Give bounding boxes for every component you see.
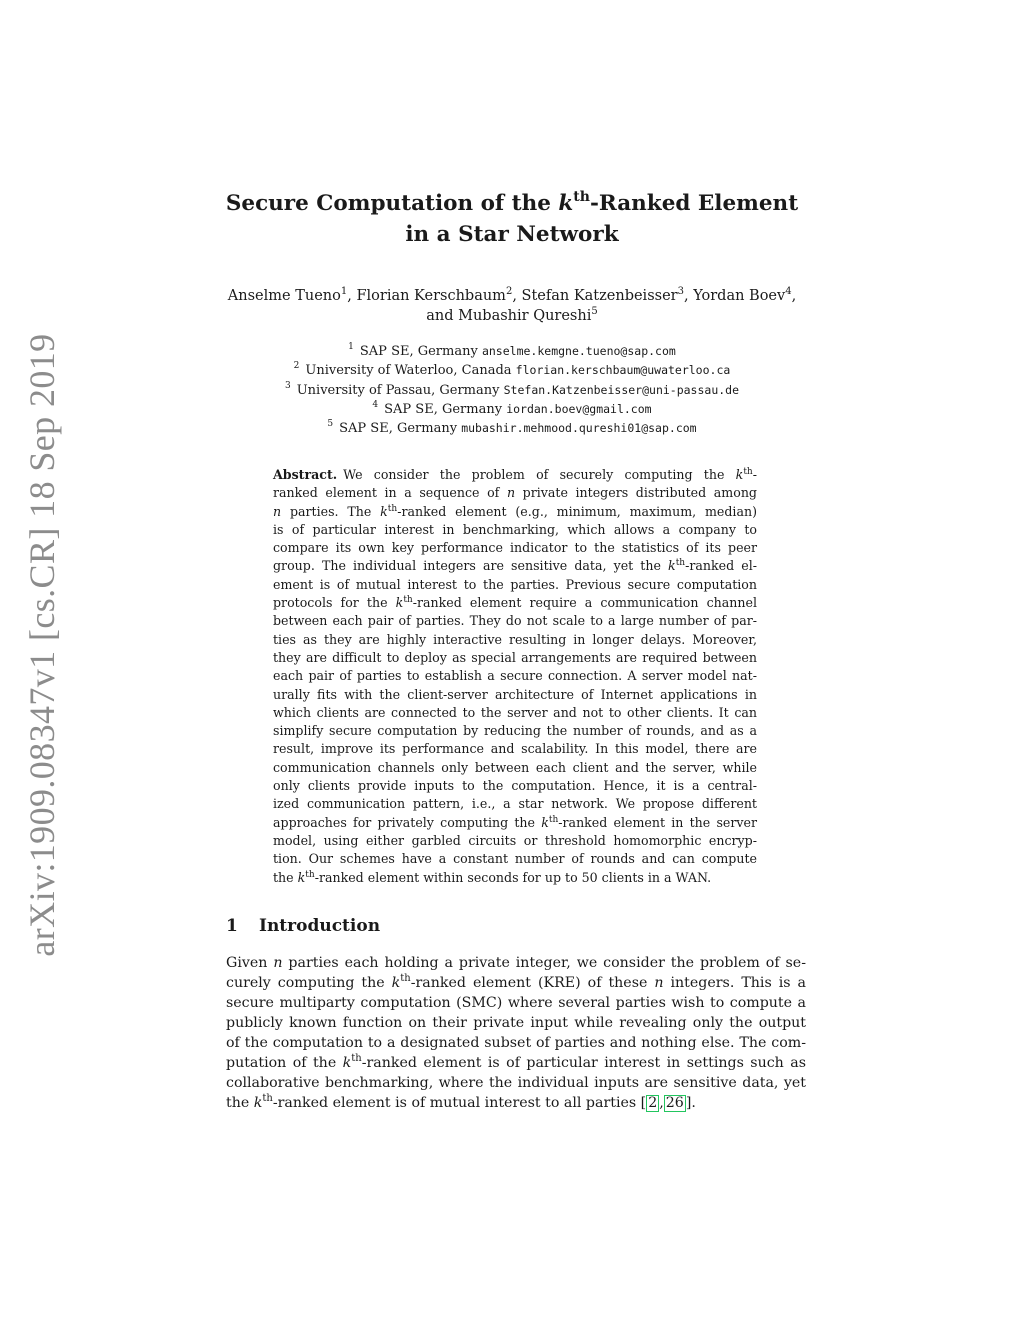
abstract-line: the $k^{th}$-ranked element within seconds for up to 50 clients in a WAN. (273, 869, 712, 885)
body-line: secure multiparty computation (SMC) where several parties wish to compute a (226, 995, 806, 1011)
body-line: of the computation to a designated subset of parties and nothing else. The com- (226, 1035, 806, 1051)
abstract-label: Abstract. (273, 467, 338, 482)
author: and Mubashir Qureshi (426, 308, 592, 324)
abstract-line: model, using either garbled circuits or threshold homomorphic encryp- (273, 832, 757, 848)
email-link[interactable]: mubashir.mehmood.qureshi01@sap.com (461, 421, 697, 436)
abstract (273, 466, 757, 887)
body-line: collaborative benchmarking, where the individual inputs are sensitive data, yet (226, 1075, 806, 1091)
email-link[interactable]: iordan.boev@gmail.com (506, 401, 652, 416)
abstract-line: group. The individual integers are sensitive data, yet the $k^{th}$-ranked el- (273, 558, 757, 574)
abstract-line: ranked element in a sequence of n private integers distributed among (273, 485, 757, 501)
arxiv-identifier: arXiv:1909.08347v1 [cs.CR] 18 Sep 2019 (22, 333, 62, 957)
author: Florian Kerschbaum (356, 288, 506, 304)
abstract-line: ized communication pattern, i.e., a star network. We propose different (273, 796, 757, 812)
email-link[interactable]: anselme.kemgne.tueno@sap.com (481, 344, 676, 358)
abstract-line: is of particular interest in benchmarking, which allows a company to (273, 521, 757, 537)
affiliation: $^4$ SAP SE, Germany iordan.boev@gmail.com (372, 399, 652, 417)
abstract-line: protocols for the $k^{th}$-ranked element require a communication channel (273, 595, 757, 611)
affiliation: $^3$ University of Passau, Germany Stefan.Katzenbeisser@uni-passau.de (284, 380, 740, 398)
title-line-2: in a Star Network (405, 222, 619, 247)
abstract-line: they are difficult to deploy as special arrangements are required between (273, 649, 757, 665)
author-list (0, 286, 1024, 326)
author-line-2: and Mubashir Qureshi$^5$ (426, 306, 598, 324)
affiliation: $^5$ SAP SE, Germany mubashir.mehmood.qureshi01@sap.com (327, 419, 697, 437)
citation-link-2[interactable]: 2 (648, 1095, 658, 1111)
abstract-line: result, improve its performance and scalability. In this model, there are (273, 741, 757, 757)
abstract-line: tion. Our schemes have a constant number of rounds and can compute (273, 851, 757, 867)
abstract-line: communication channels only between each client and the server, while (273, 759, 757, 775)
abstract-line: ement is of mutual interest to the parties. Previous secure computation (273, 576, 757, 592)
abstract-line: ties as they are highly interactive resulting in longer delays. Moreover, (273, 631, 757, 647)
body-line: the $k^{th}$-ranked element is of mutual interest to all parties [ 2 , 26 ]. (226, 1093, 696, 1111)
title-line-1: Secure Computation of the $k^{th}$-Ranked Element (225, 189, 799, 216)
abstract-line: Abstract. We consider the problem of securely computing the $k^{th}-$ (273, 467, 757, 482)
abstract-line: urally fits with the client-server architecture of Internet applications in (273, 686, 757, 702)
citation-link-26[interactable]: 26 (665, 1095, 684, 1111)
abstract-line: which clients are connected to the server and not to other clients. It can (273, 704, 757, 720)
affiliation: $^1$ SAP SE, Germany anselme.kemgne.tueno@sap.com (348, 342, 676, 359)
author: Stefan Katzenbeisser (521, 288, 678, 304)
paper-title (0, 188, 1024, 250)
affiliation: $^2$ University of Waterloo, Canada florian.kerschbaum@uwaterloo.ca (293, 361, 731, 379)
abstract-line: n parties. The $k^{th}$-ranked element (e.g., minimum, maximum, median) (273, 503, 757, 519)
abstract-line: simplify secure computation by reducing the number of rounds, and as a (273, 723, 757, 739)
affiliation-list (0, 342, 1024, 438)
body-line: putation of the $k^{th}$-ranked element is of particular interest in settings such as (226, 1053, 806, 1071)
abstract-line: only clients provide inputs to the computation. Hence, it is a central- (273, 778, 757, 794)
section-heading (226, 916, 806, 936)
section-number: 1 (226, 916, 238, 936)
author-line-1: Anselme Tueno$^1$, Florian Kerschbaum$^2$, Stefan Katzenbeisser$^3$, Yordan Boev$^4$, (227, 286, 797, 304)
section-title: Introduction (259, 916, 381, 936)
abstract-line: approaches for privately computing the $k^{th}$-ranked element in the server (273, 814, 757, 830)
body-line: curely computing the $k^{th}$-ranked element (KRE) of these n integers. This is a (226, 973, 807, 991)
email-link[interactable]: Stefan.Katzenbeisser@uni-passau.de (503, 382, 740, 397)
author: Anselme Tueno (227, 288, 341, 304)
email-link[interactable]: florian.kerschbaum@uwaterloo.ca (515, 363, 731, 378)
abstract-line: each pair of parties to establish a secure connection. A server model nat- (273, 668, 757, 684)
abstract-line: compare its own key performance indicator to the statistics of its peer (273, 540, 757, 556)
intro-paragraph (226, 953, 806, 1113)
abstract-line: between each pair of parties. They do not scale to a large number of par- (273, 613, 757, 629)
body-line: Given n parties each holding a private integer, we consider the problem of se- (226, 955, 806, 971)
author: Yordan Boev (693, 288, 786, 304)
body-line: publicly known function on their private input while revealing only the output (226, 1015, 806, 1031)
